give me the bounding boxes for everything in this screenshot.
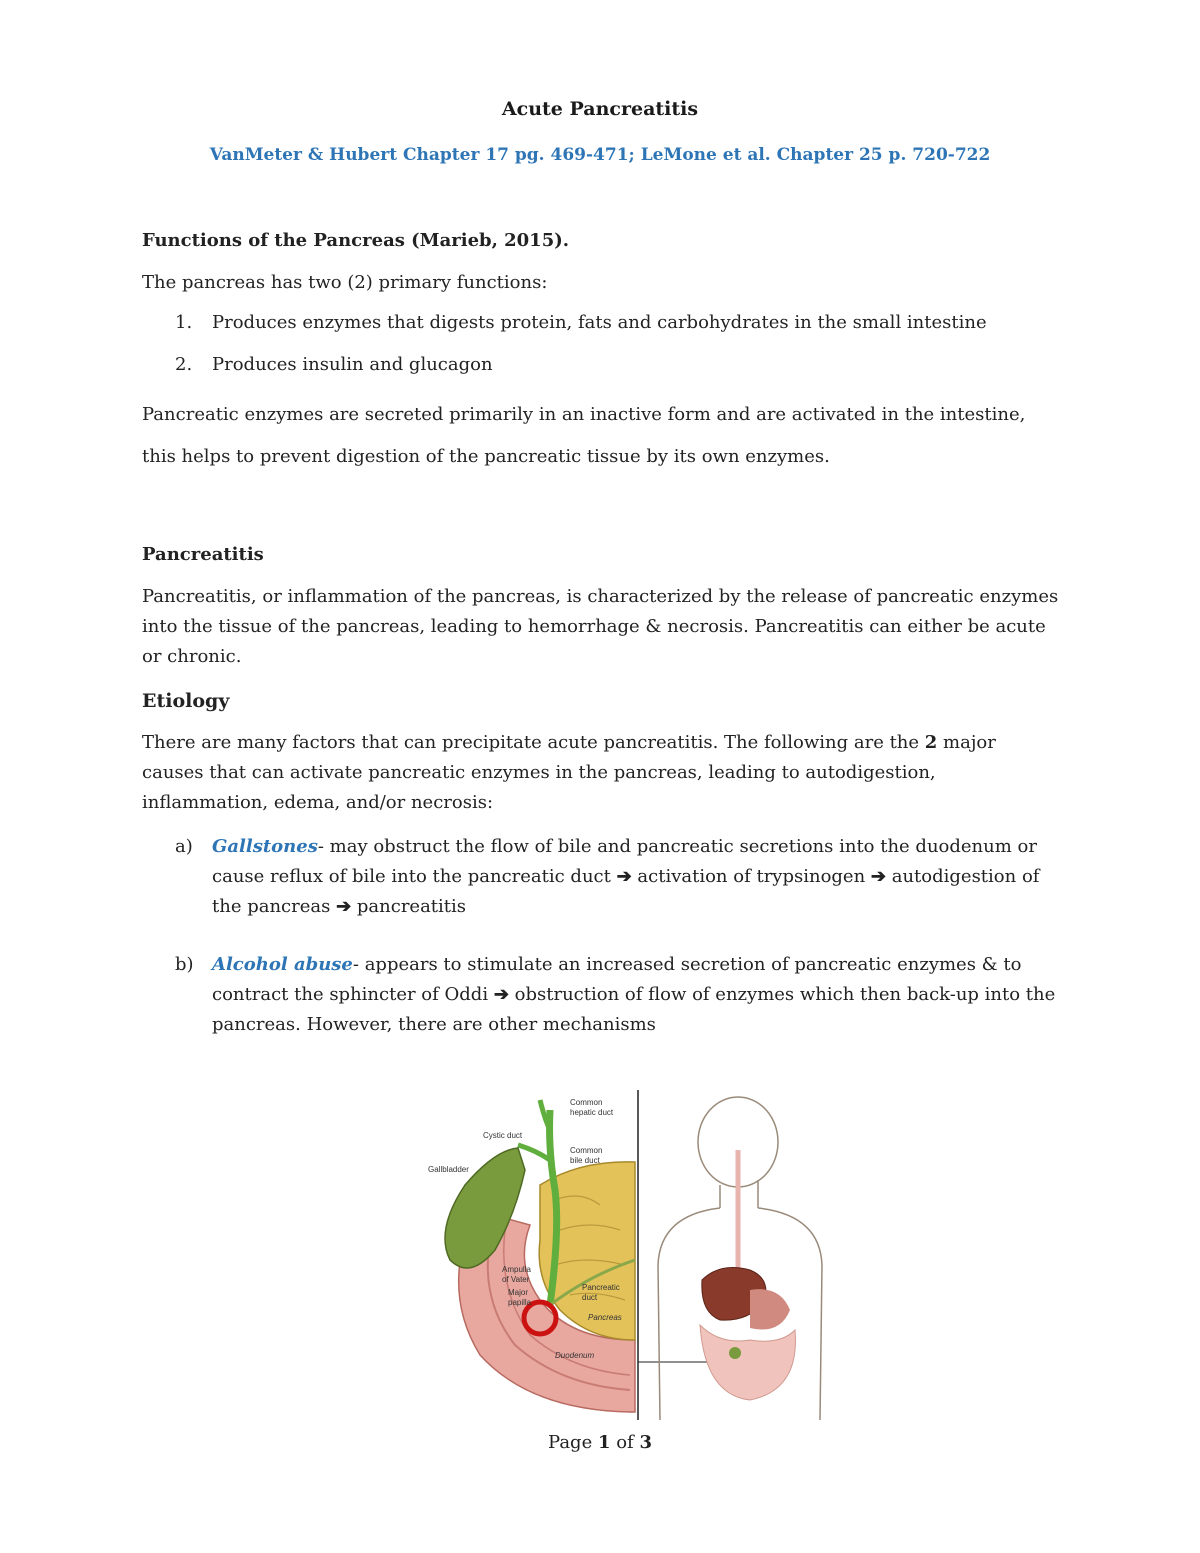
label-major-papilla: Major bbox=[508, 1288, 529, 1297]
arrow-icon: ➔ bbox=[616, 866, 632, 887]
list-number: 2. bbox=[175, 354, 193, 375]
list-item bbox=[142, 350, 1060, 380]
reference-subtitle: VanMeter & Hubert Chapter 17 pg. 469-471; LeMone et al. Chapter 25 p. 720-722 bbox=[209, 145, 991, 165]
label-duodenum: Duodenum bbox=[555, 1351, 595, 1360]
cause-text: - may obstruct the flow of bile and pancreatic secretions into the duodenum or cause reflux of bile into the pancreatic duct bbox=[212, 836, 1037, 887]
label-pancreatic-duct: Pancreatic bbox=[582, 1283, 620, 1292]
enzymes-paragraph: Pancreatic enzymes are secreted primarily in an inactive form and are activated in the intestine, this helps to prevent digestion of the pancreatic tissue by its own enzymes. bbox=[142, 404, 1026, 467]
anatomy-figure bbox=[420, 1090, 850, 1420]
cause-term: Gallstones bbox=[212, 836, 318, 857]
page-footer bbox=[0, 1432, 1200, 1453]
pancreatitis-paragraph: Pancreatitis, or inflammation of the pancreas, is characterized by the release of pancreatic enzymes into the tissue of the pancreas, leading to hemorrhage & necrosis. Pancreatitis can either be acute or chronic. bbox=[142, 586, 1059, 667]
cause-term: Alcohol abuse bbox=[212, 954, 353, 975]
cause-letter: b) bbox=[175, 954, 194, 975]
label-common-hepatic-duct: Common bbox=[570, 1098, 603, 1107]
cause-text: autodigestion of the pancreas bbox=[212, 866, 1040, 917]
etiology-text: There are many factors that can precipitate acute pancreatitis. The following are the bbox=[142, 732, 925, 753]
page-content bbox=[142, 226, 1060, 1040]
pancreatitis-heading: Pancreatitis bbox=[142, 544, 264, 565]
etiology-count: 2 bbox=[924, 732, 938, 753]
cause-letter: a) bbox=[175, 836, 193, 857]
label-major-papilla: papilla bbox=[508, 1298, 532, 1307]
footer-text: of bbox=[610, 1432, 640, 1453]
causes-list bbox=[142, 832, 1060, 1040]
functions-intro: The pancreas has two (2) primary functions: bbox=[142, 272, 548, 293]
current-page-number: 1 bbox=[597, 1432, 611, 1453]
arrow-icon: ➔ bbox=[493, 984, 509, 1005]
label-pancreas: Pancreas bbox=[588, 1313, 622, 1322]
arrow-icon: ➔ bbox=[870, 866, 886, 887]
arrow-icon: ➔ bbox=[336, 896, 352, 917]
label-common-hepatic-duct: hepatic duct bbox=[570, 1108, 614, 1117]
cause-text: - appears to stimulate an increased secretion of pancreatic enzymes & to contract the sphincter of Oddi bbox=[212, 954, 1022, 1005]
label-cystic-duct: Cystic duct bbox=[483, 1131, 523, 1140]
cause-text: activation of trypsinogen bbox=[631, 866, 871, 887]
label-ampulla: Ampulla bbox=[502, 1265, 531, 1274]
functions-list bbox=[142, 308, 1060, 380]
list-text: Produces enzymes that digests protein, fats and carbohydrates in the small intestine bbox=[212, 312, 987, 333]
etiology-paragraph bbox=[142, 728, 1060, 818]
pancreas-anatomy-illustration bbox=[420, 1090, 850, 1420]
etiology-heading: Etiology bbox=[142, 690, 230, 712]
cause-text: pancreatitis bbox=[351, 896, 467, 917]
label-gallbladder: Gallbladder bbox=[428, 1165, 469, 1174]
list-number: 1. bbox=[175, 312, 193, 333]
label-pancreatic-duct: duct bbox=[582, 1293, 598, 1302]
cause-item-alcohol bbox=[142, 950, 1060, 1040]
total-page-count: 3 bbox=[639, 1432, 652, 1453]
label-common-bile-duct: bile duct bbox=[570, 1156, 600, 1165]
list-item bbox=[142, 308, 1060, 338]
page-title: Acute Pancreatitis bbox=[501, 98, 699, 120]
label-ampulla: of Vater bbox=[502, 1275, 530, 1284]
cause-text: obstruction of flow of enzymes which then back-up into the pancreas. However, there are other mechanisms bbox=[212, 984, 1056, 1035]
etiology-text: major causes that can activate pancreatic enzymes in the pancreas, leading to autodigestion, inflammation, edema, and/or necrosis: bbox=[142, 732, 996, 813]
label-common-bile-duct: Common bbox=[570, 1146, 603, 1155]
functions-heading: Functions of the Pancreas (Marieb, 2015). bbox=[142, 230, 570, 251]
footer-text: Page bbox=[548, 1432, 598, 1453]
list-text: Produces insulin and glucagon bbox=[212, 354, 493, 375]
cause-item-gallstones bbox=[142, 832, 1060, 922]
